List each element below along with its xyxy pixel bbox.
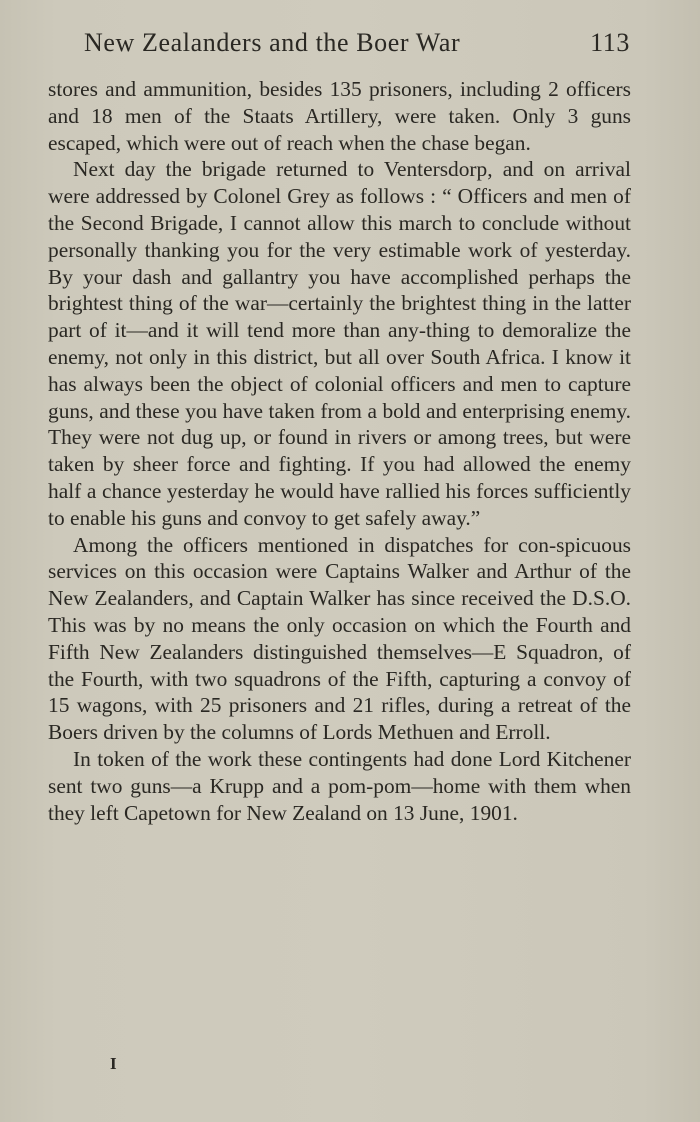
paragraph-1: stores and ammunition, besides 135 prisoners, including 2 officers and 18 men of the Staats Artillery, were taken. Only 3 guns escaped, which were out of reach when the chase began. <box>48 77 631 155</box>
paragraph-3: Among the officers mentioned in dispatches for con-spicuous services on this occasion were Captains Walker and Arthur of the New Zealanders, and Captain Walker has since received the D.S.O. This was by no means the only occasion on which the Fourth and Fifth New Zealanders distinguished themselves—E Squadron, of the Fourth, with two squadrons of the Fifth, capturing a convoy of 15 wagons, with 25 prisoners and 21 rifles, during a retreat of the Boers driven by the columns of Lords Methuen and Erroll. <box>48 532 631 745</box>
header-title: New Zealanders and the Boer War <box>84 28 461 57</box>
body-text <box>48 76 631 826</box>
page-number: 113 <box>590 28 630 57</box>
running-header <box>84 28 630 58</box>
signature-mark: I <box>110 1054 117 1073</box>
paragraph-2: Next day the brigade returned to Ventersdorp, and on arrival were addressed by Colonel Grey as follows : “ Officers and men of the Second Brigade, I cannot allow this march to conclude without personally thanking you for the very estimable work of yesterday. By your dash and gallantry you have accomplished perhaps the brightest thing of the war—certainly the brightest thing in the latter part of it—and it will tend more than any-thing to demoralize the enemy, not only in this district, but all over South Africa. I know it has always been the object of colonial officers and men to capture guns, and these you have taken from a bold and enterprising enemy. They were not dug up, or found in rivers or among trees, but were taken by sheer force and fighting. If you had allowed the enemy half a chance yesterday he would have rallied his forces sufficiently to enable his guns and convoy to get safely away.” <box>48 157 631 530</box>
paragraph-4: In token of the work these contingents had done Lord Kitchener sent two guns—a Krupp and a pom-pom—home with them when they left Capetown for New Zealand on 13 June, 1901. <box>48 746 631 825</box>
